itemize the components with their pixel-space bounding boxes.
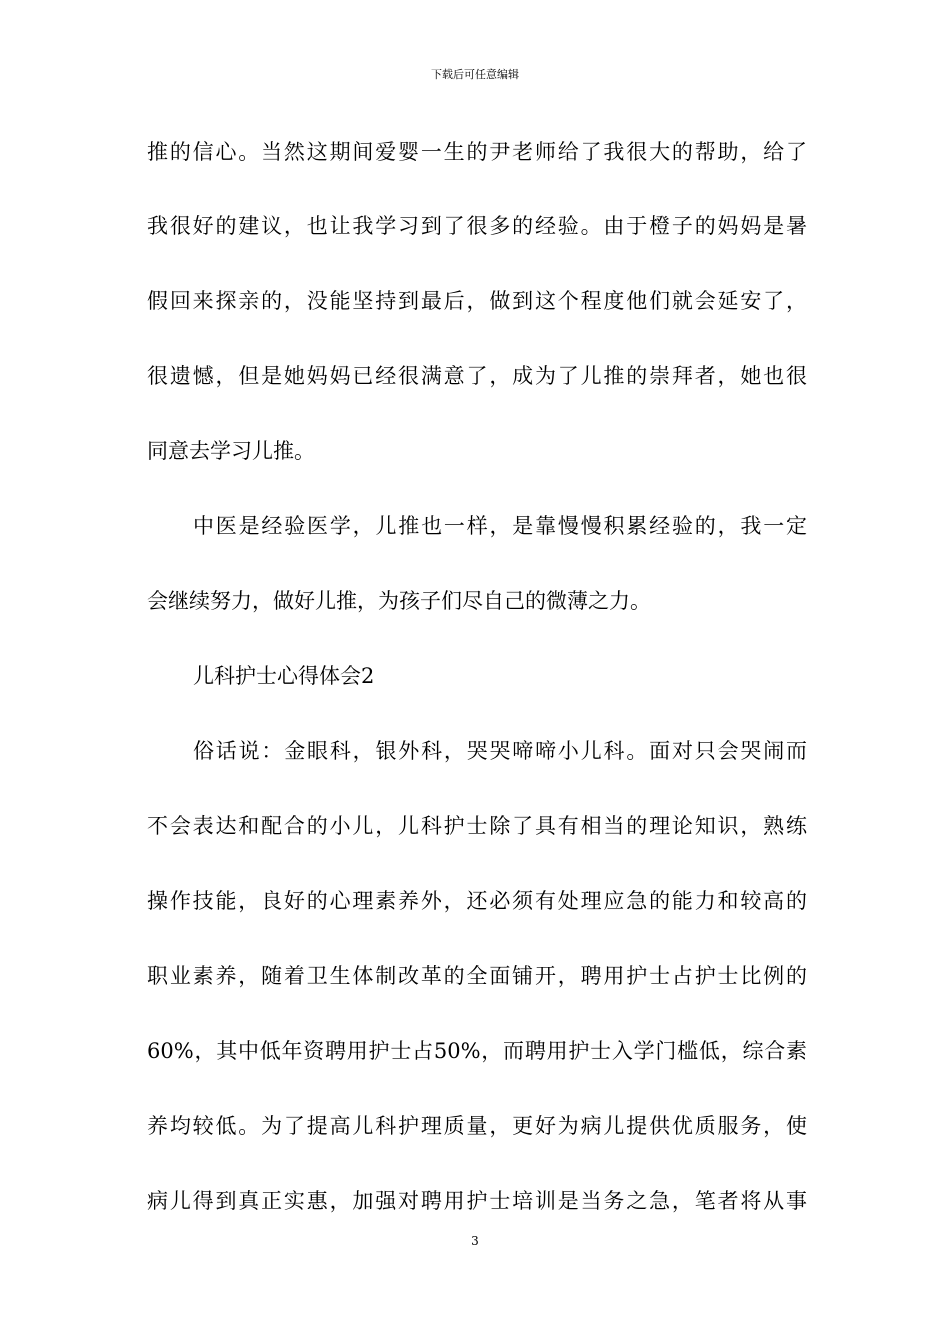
text-line: 操作技能，良好的心理素养外，还必须有处理应急的能力和较高的 — [147, 889, 807, 913]
text-line: 不会表达和配合的小儿，儿科护士除了具有相当的理论知识，熟练 — [147, 814, 807, 838]
text-line: 很遗憾，但是她妈妈已经很满意了，成为了儿推的崇拜者，她也很 — [147, 364, 807, 388]
page-number: 3 — [471, 1234, 479, 1248]
text-line: 我很好的建议，也让我学习到了很多的经验。由于橙子的妈妈是暑 — [147, 214, 807, 238]
text-line: 同意去学习儿推。 — [147, 439, 315, 463]
page-header: 下载后可任意编辑 — [431, 68, 519, 81]
text-line: 职业素养，随着卫生体制改革的全面铺开，聘用护士占护士比例的 — [147, 964, 807, 988]
text-line: 俗话说：金眼科，银外科，哭哭啼啼小儿科。面对只会哭闹而 — [193, 739, 807, 763]
text-line: 假回来探亲的，没能坚持到最后，做到这个程度他们就会延安了， — [147, 289, 807, 313]
section-title: 儿科护士心得体会2 — [193, 664, 375, 688]
text-line: 中医是经验医学，儿推也一样，是靠慢慢积累经验的，我一定 — [193, 514, 807, 538]
text-line: 60%，其中低年资聘用护士占50%，而聘用护士入学门槛低，综合素 — [147, 1039, 807, 1063]
text-line: 会继续努力，做好儿推，为孩子们尽自己的微薄之力。 — [147, 589, 651, 613]
text-line: 推的信心。当然这期间爱婴一生的尹老师给了我很大的帮助，给了 — [147, 140, 807, 164]
text-line: 养均较低。为了提高儿科护理质量，更好为病儿提供优质服务，使 — [147, 1114, 807, 1138]
text-line: 病儿得到真正实惠，加强对聘用护士培训是当务之急，笔者将从事 — [147, 1189, 807, 1213]
